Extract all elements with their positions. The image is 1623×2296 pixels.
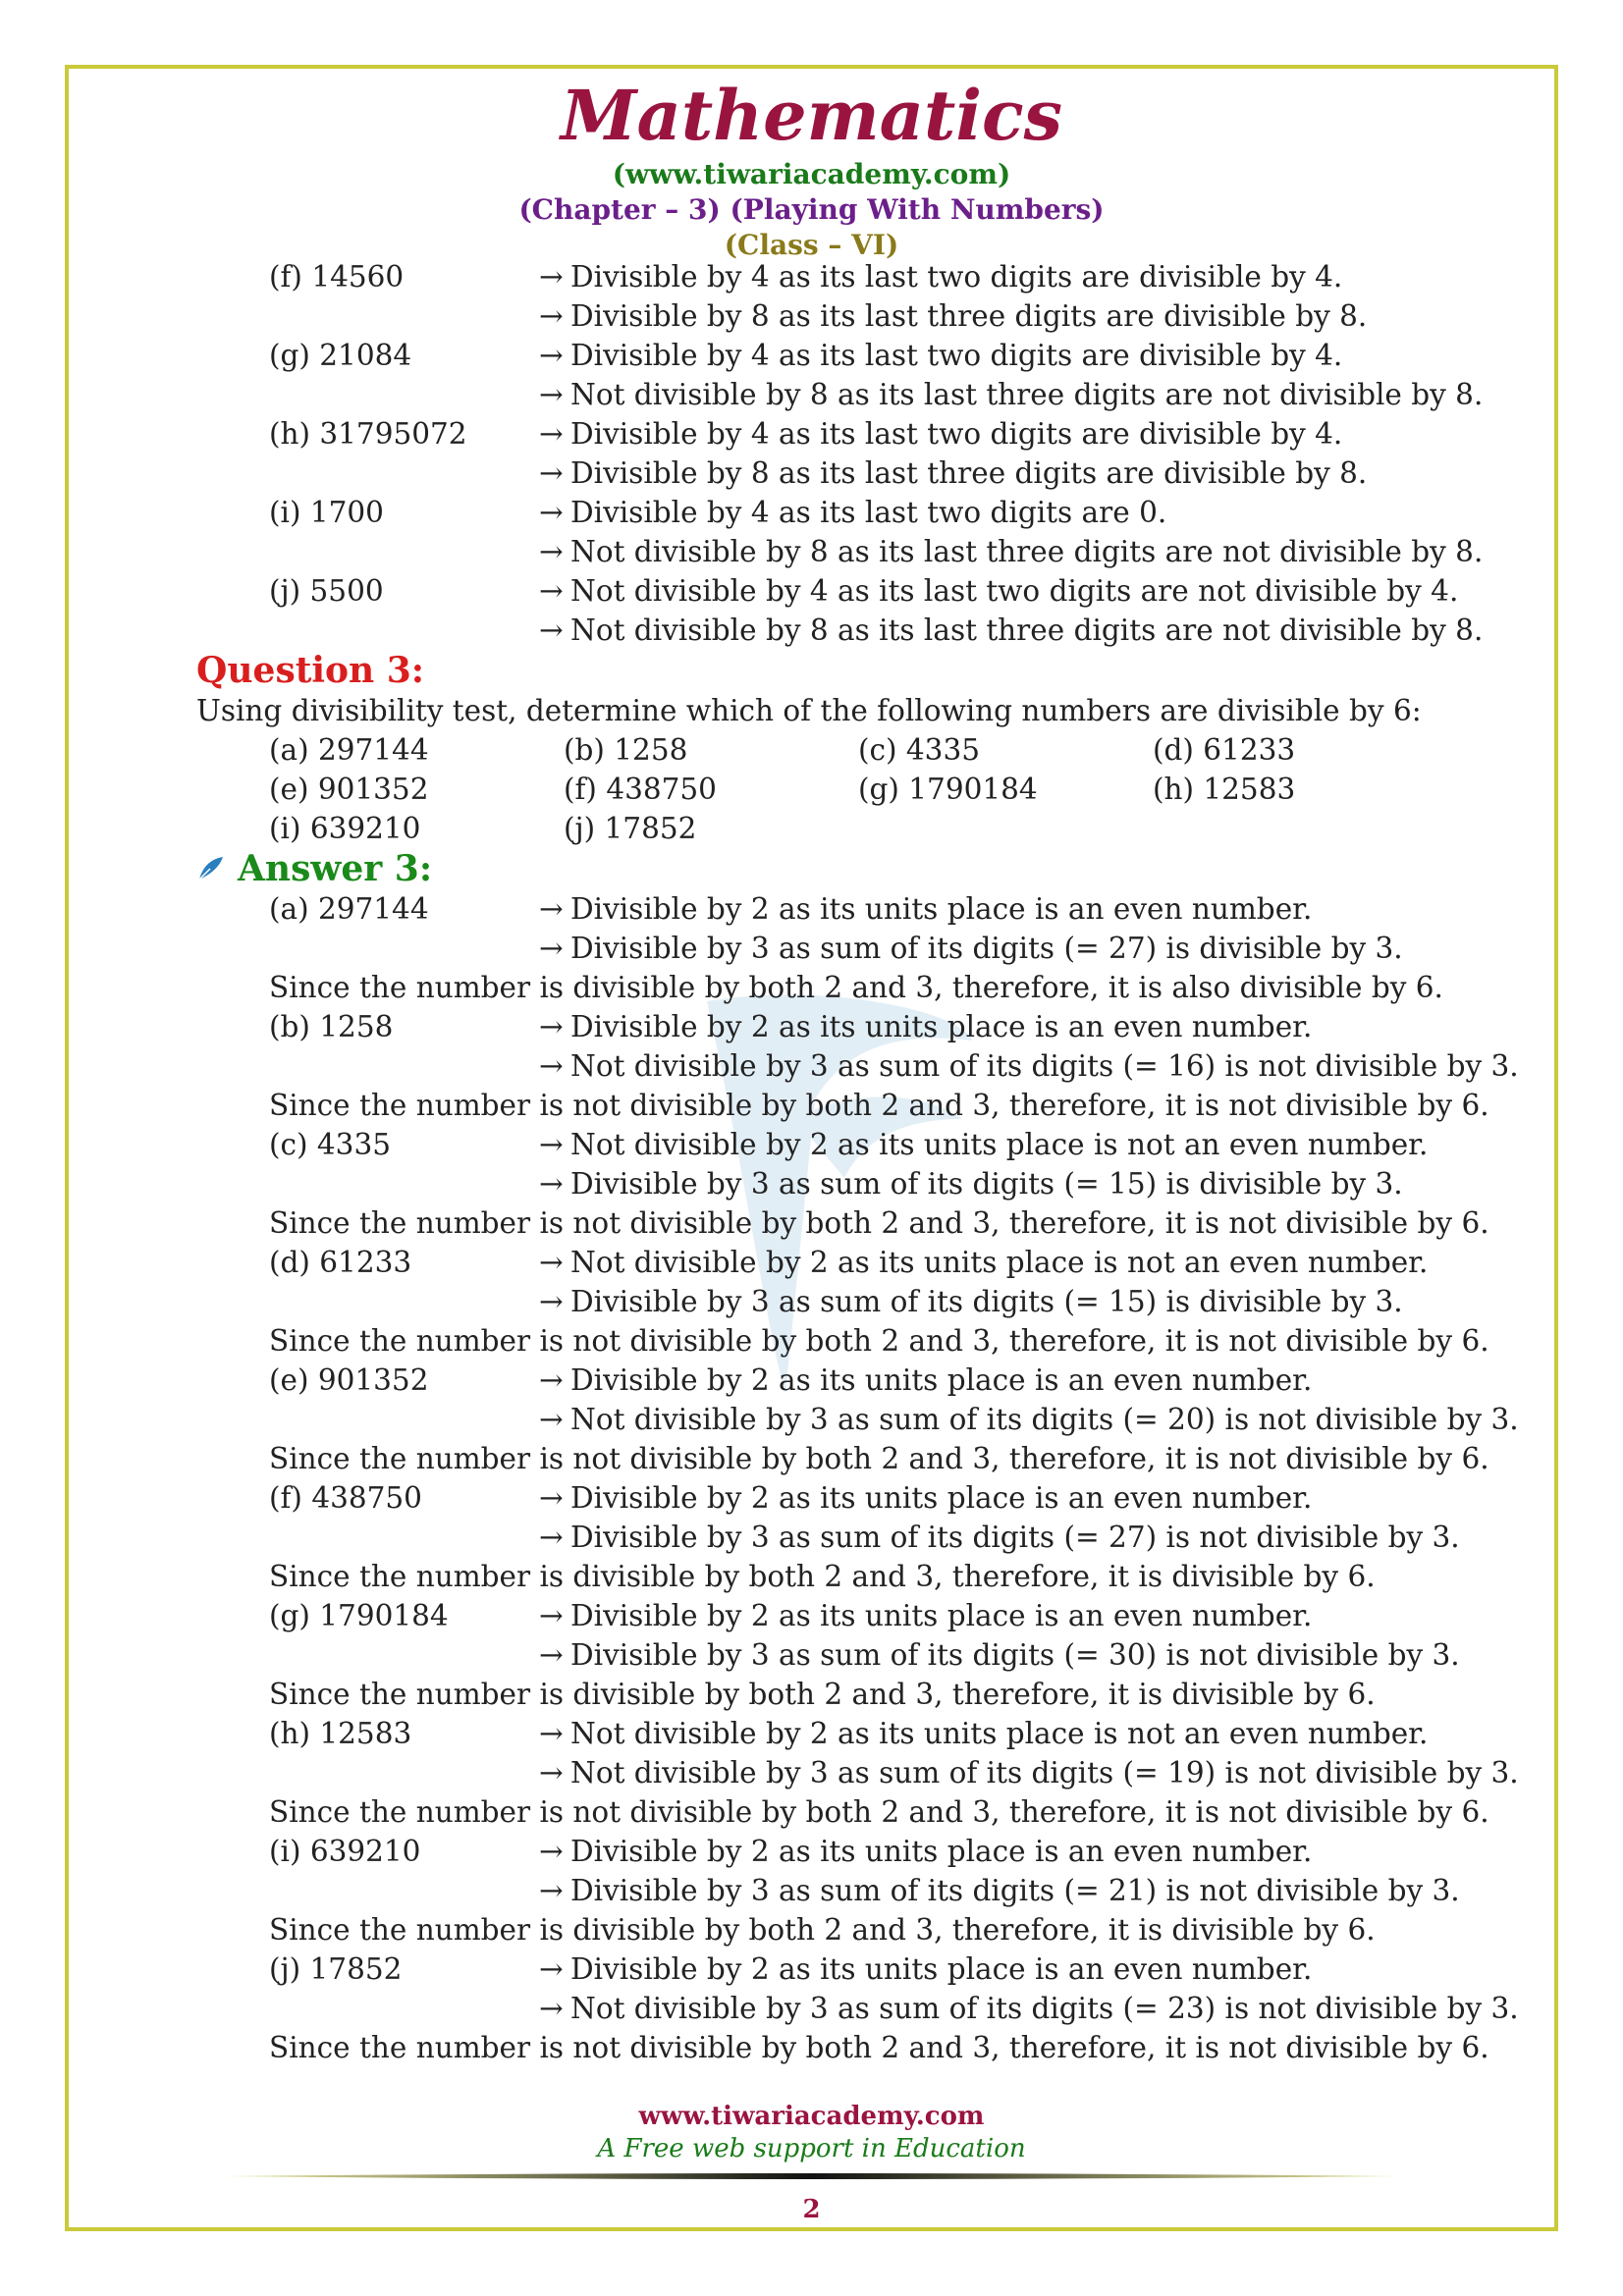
item-reason: Not divisible by 3 as sum of its digits (= 20) is not divisible by 3. bbox=[570, 1403, 1519, 1436]
item-reason: Divisible by 2 as its units place is an even number. bbox=[570, 1363, 1313, 1397]
answer3-heading: Answer 3: bbox=[238, 848, 433, 889]
answer-row bbox=[196, 1989, 1519, 2028]
item-label: (d) 61233 bbox=[269, 1246, 412, 1279]
arrow-icon: → bbox=[539, 1521, 564, 1554]
answer-row bbox=[196, 929, 1473, 968]
answer-row bbox=[196, 889, 1473, 929]
item-reason: Divisible by 4 as its last two digits are divisible by 4. bbox=[570, 339, 1343, 372]
item-reason: Divisible by 4 as its last two digits are divisible by 4. bbox=[570, 260, 1343, 294]
item-reason: Divisible by 4 as its last two digits are divisible by 4. bbox=[570, 417, 1343, 451]
answer-row bbox=[196, 571, 1473, 611]
question3-option: (f) 438750 bbox=[564, 773, 717, 806]
answer-row bbox=[196, 493, 1473, 532]
answer3-items bbox=[196, 889, 1519, 2067]
answer-row bbox=[196, 1125, 1473, 1164]
arrow-icon: → bbox=[539, 1638, 564, 1672]
item-label: (j) 5500 bbox=[269, 574, 384, 608]
item-reason: Divisible by 4 as its last two digits are 0. bbox=[570, 496, 1167, 529]
item-label bbox=[196, 375, 539, 414]
arrow-icon: → bbox=[539, 535, 564, 568]
item-reason: Divisible by 8 as its last three digits are divisible by 8. bbox=[570, 456, 1368, 490]
question3-heading: Question 3: bbox=[196, 650, 425, 691]
item-label bbox=[196, 1989, 539, 2028]
answer-row bbox=[196, 1243, 1473, 1282]
arrow-icon: → bbox=[539, 339, 564, 372]
item-reason: Divisible by 2 as its units place is an even number. bbox=[570, 892, 1313, 926]
item-label bbox=[196, 532, 539, 571]
arrow-icon: → bbox=[539, 1992, 564, 2025]
answer-row bbox=[196, 611, 1484, 650]
page-number: 2 bbox=[802, 2195, 821, 2224]
arrow-icon: → bbox=[539, 892, 564, 926]
item-reason: Divisible by 3 as sum of its digits (= 27) is divisible by 3. bbox=[570, 932, 1403, 965]
item-label bbox=[196, 1518, 539, 1557]
item-label: (f) 14560 bbox=[269, 260, 405, 294]
arrow-icon: → bbox=[539, 574, 564, 608]
footer-divider bbox=[223, 2171, 1401, 2181]
arrow-icon: → bbox=[539, 496, 564, 529]
item-reason: Divisible by 2 as its units place is an even number. bbox=[570, 1010, 1313, 1043]
arrow-icon: → bbox=[539, 299, 564, 333]
item-reason: Not divisible by 2 as its units place is not an even number. bbox=[570, 1128, 1429, 1161]
arrow-icon: → bbox=[539, 1599, 564, 1632]
item-label bbox=[196, 1282, 539, 1321]
answer-row bbox=[196, 1478, 1473, 1518]
pen-nib-icon bbox=[196, 854, 226, 883]
item-label: (g) 1790184 bbox=[269, 1599, 449, 1632]
answer-row bbox=[196, 1714, 1473, 1753]
arrow-icon: → bbox=[539, 260, 564, 294]
answer2-continued bbox=[196, 257, 1484, 650]
arrow-icon: → bbox=[539, 1403, 564, 1436]
arrow-icon: → bbox=[539, 1717, 564, 1750]
page-title: Mathematics bbox=[561, 75, 1062, 156]
item-reason: Divisible by 3 as sum of its digits (= 30) is not divisible by 3. bbox=[570, 1638, 1460, 1672]
answer-row bbox=[196, 1753, 1519, 1792]
question3-option: (b) 1258 bbox=[564, 733, 688, 767]
question3-option: (c) 4335 bbox=[858, 733, 980, 767]
answer-row bbox=[196, 1046, 1519, 1086]
arrow-icon: → bbox=[539, 1874, 564, 1907]
arrow-icon: → bbox=[539, 614, 564, 647]
arrow-icon: → bbox=[539, 1246, 564, 1279]
footer-url[interactable]: www.tiwariacademy.com bbox=[638, 2102, 985, 2131]
item-label bbox=[196, 611, 539, 650]
header-class: (Class – VI) bbox=[724, 229, 899, 261]
answer-row bbox=[196, 1007, 1473, 1046]
arrow-icon: → bbox=[539, 932, 564, 965]
item-conclusion: Since the number is divisible by both 2 and 3, therefore, it is divisible by 6. bbox=[269, 1560, 1376, 1593]
item-conclusion: Since the number is not divisible by both 2 and 3, therefore, it is not divisible by 6. bbox=[269, 1206, 1489, 1240]
item-conclusion: Since the number is not divisible by both 2 and 3, therefore, it is not divisible by 6. bbox=[269, 1089, 1489, 1122]
item-label: (i) 1700 bbox=[269, 496, 384, 529]
question3-option: (a) 297144 bbox=[269, 733, 429, 767]
question3-option: (g) 1790184 bbox=[858, 773, 1038, 806]
page-footer bbox=[0, 2101, 1623, 2181]
item-label: (h) 12583 bbox=[269, 1717, 412, 1750]
answer-row bbox=[196, 1596, 1473, 1635]
item-reason: Not divisible by 3 as sum of its digits (= 16) is not divisible by 3. bbox=[570, 1049, 1519, 1083]
question3-text: Using divisibility test, determine which of the following numbers are divisible by 6: bbox=[196, 694, 1422, 727]
answer-row bbox=[196, 454, 1473, 493]
item-label: (f) 438750 bbox=[269, 1481, 422, 1515]
item-label: (e) 901352 bbox=[269, 1363, 429, 1397]
answer-row bbox=[196, 1871, 1473, 1910]
item-reason: Not divisible by 8 as its last three digits are not divisible by 8. bbox=[570, 614, 1484, 647]
question3-option: (d) 61233 bbox=[1153, 733, 1296, 767]
answer-row bbox=[196, 1949, 1473, 1989]
item-reason: Divisible by 2 as its units place is an even number. bbox=[570, 1952, 1313, 1986]
item-conclusion: Since the number is not divisible by both 2 and 3, therefore, it is not divisible by 6. bbox=[269, 1795, 1489, 1829]
item-reason: Not divisible by 2 as its units place is not an even number. bbox=[570, 1246, 1429, 1279]
item-conclusion: Since the number is not divisible by both 2 and 3, therefore, it is not divisible by 6. bbox=[269, 2031, 1489, 2064]
item-label: (a) 297144 bbox=[269, 892, 429, 926]
arrow-icon: → bbox=[539, 1952, 564, 1986]
header-chapter: (Chapter – 3) (Playing With Numbers) bbox=[518, 193, 1105, 226]
item-label: (j) 17852 bbox=[269, 1952, 403, 1986]
answer-row bbox=[196, 296, 1473, 336]
answer-row bbox=[196, 532, 1484, 571]
answer-row bbox=[196, 1518, 1473, 1557]
arrow-icon: → bbox=[539, 1285, 564, 1318]
item-conclusion: Since the number is divisible by both 2 and 3, therefore, it is divisible by 6. bbox=[269, 1913, 1376, 1947]
arrow-icon: → bbox=[539, 456, 564, 490]
answer-row bbox=[196, 414, 1473, 454]
item-reason: Not divisible by 2 as its units place is not an even number. bbox=[570, 1717, 1429, 1750]
question3-option: (j) 17852 bbox=[564, 812, 697, 845]
item-label bbox=[196, 1753, 539, 1792]
item-conclusion: Since the number is not divisible by both 2 and 3, therefore, it is not divisible by 6. bbox=[269, 1324, 1489, 1358]
item-label bbox=[196, 1635, 539, 1675]
item-reason: Not divisible by 8 as its last three digits are not divisible by 8. bbox=[570, 535, 1484, 568]
arrow-icon: → bbox=[539, 1363, 564, 1397]
page-header bbox=[0, 75, 1623, 263]
item-reason: Not divisible by 8 as its last three digits are not divisible by 8. bbox=[570, 378, 1484, 411]
item-reason: Divisible by 8 as its last three digits are divisible by 8. bbox=[570, 299, 1368, 333]
answer-row bbox=[196, 1361, 1473, 1400]
item-reason: Divisible by 3 as sum of its digits (= 15) is divisible by 3. bbox=[570, 1285, 1403, 1318]
item-label: (i) 639210 bbox=[269, 1835, 421, 1868]
arrow-icon: → bbox=[539, 1167, 564, 1201]
question3-options bbox=[196, 730, 1473, 848]
arrow-icon: → bbox=[539, 1756, 564, 1789]
page-content bbox=[196, 257, 1519, 2067]
item-reason: Not divisible by 3 as sum of its digits (= 23) is not divisible by 3. bbox=[570, 1992, 1519, 2025]
arrow-icon: → bbox=[539, 1835, 564, 1868]
arrow-icon: → bbox=[539, 417, 564, 451]
question3-option: (e) 901352 bbox=[269, 773, 429, 806]
answer-row bbox=[196, 257, 1473, 296]
item-label bbox=[196, 1046, 539, 1086]
answer3-heading-row bbox=[196, 848, 1473, 889]
item-conclusion: Since the number is not divisible by both 2 and 3, therefore, it is not divisible by 6. bbox=[269, 1442, 1489, 1475]
item-label bbox=[196, 1400, 539, 1439]
item-label bbox=[196, 1871, 539, 1910]
item-reason: Not divisible by 3 as sum of its digits (= 19) is not divisible by 3. bbox=[570, 1756, 1519, 1789]
answer-row bbox=[196, 1164, 1473, 1203]
arrow-icon: → bbox=[539, 378, 564, 411]
question3-option: (h) 12583 bbox=[1153, 773, 1296, 806]
arrow-icon: → bbox=[539, 1481, 564, 1515]
arrow-icon: → bbox=[539, 1010, 564, 1043]
item-label bbox=[196, 454, 539, 493]
item-reason: Divisible by 3 as sum of its digits (= 27) is not divisible by 3. bbox=[570, 1521, 1460, 1554]
answer-row bbox=[196, 375, 1484, 414]
item-label bbox=[196, 296, 539, 336]
item-reason: Not divisible by 4 as its last two digits are not divisible by 4. bbox=[570, 574, 1459, 608]
item-label bbox=[196, 1164, 539, 1203]
arrow-icon: → bbox=[539, 1049, 564, 1083]
arrow-icon: → bbox=[539, 1128, 564, 1161]
answer-row bbox=[196, 1832, 1473, 1871]
answer-row bbox=[196, 1282, 1473, 1321]
item-reason: Divisible by 3 as sum of its digits (= 21) is not divisible by 3. bbox=[570, 1874, 1460, 1907]
item-label bbox=[196, 929, 539, 968]
footer-tagline: A Free web support in Education bbox=[597, 2134, 1026, 2163]
item-reason: Divisible by 2 as its units place is an even number. bbox=[570, 1599, 1313, 1632]
header-site: (www.tiwariacademy.com) bbox=[612, 158, 1011, 190]
question3-option: (i) 639210 bbox=[269, 812, 421, 845]
item-label: (h) 31795072 bbox=[269, 417, 467, 451]
item-conclusion: Since the number is divisible by both 2 and 3, therefore, it is divisible by 6. bbox=[269, 1678, 1376, 1711]
item-conclusion: Since the number is divisible by both 2 and 3, therefore, it is also divisible by 6. bbox=[269, 971, 1443, 1004]
item-label: (b) 1258 bbox=[269, 1010, 394, 1043]
item-reason: Divisible by 2 as its units place is an even number. bbox=[570, 1481, 1313, 1515]
item-label: (g) 21084 bbox=[269, 339, 412, 372]
item-reason: Divisible by 2 as its units place is an even number. bbox=[570, 1835, 1313, 1868]
item-reason: Divisible by 3 as sum of its digits (= 15) is divisible by 3. bbox=[570, 1167, 1403, 1201]
item-label: (c) 4335 bbox=[269, 1128, 391, 1161]
answer-row bbox=[196, 1635, 1473, 1675]
answer-row bbox=[196, 336, 1473, 375]
answer-row bbox=[196, 1400, 1519, 1439]
